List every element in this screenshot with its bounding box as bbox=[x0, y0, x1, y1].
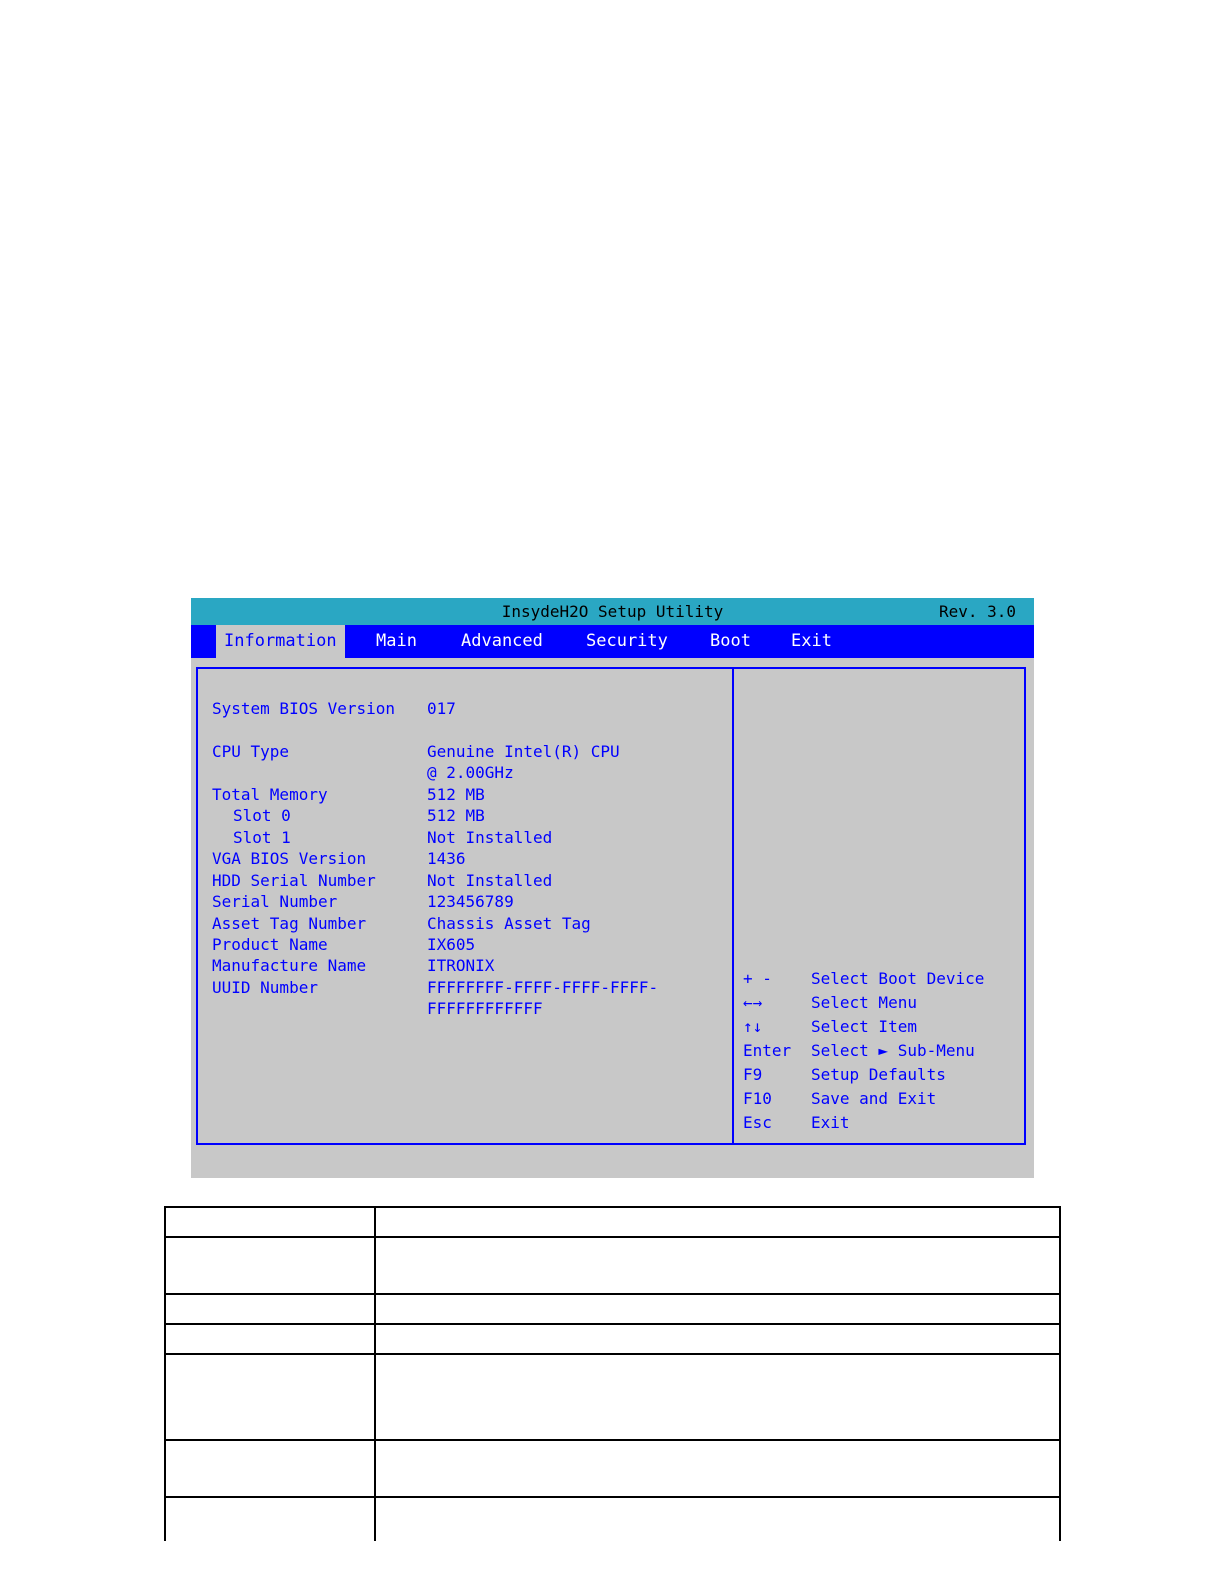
utility-title: InsydeH2O Setup Utility bbox=[501, 602, 724, 621]
revision-label: Rev. 3.0 bbox=[938, 602, 1016, 621]
info-value: Genuine Intel(R) CPU bbox=[427, 742, 620, 761]
info-label: Total Memory bbox=[212, 785, 328, 804]
info-value: IX605 bbox=[427, 935, 476, 954]
title-bar bbox=[191, 598, 1034, 625]
table-cell bbox=[165, 1497, 375, 1541]
tab-advanced[interactable]: Advanced bbox=[461, 631, 543, 651]
info-value: 1436 bbox=[427, 849, 466, 868]
table-cell bbox=[165, 1207, 375, 1237]
panel-divider bbox=[732, 669, 734, 1143]
table-row bbox=[165, 1324, 1060, 1354]
info-label: Product Name bbox=[212, 935, 328, 954]
info-value: Not Installed bbox=[427, 871, 553, 890]
info-value: 512 MB bbox=[427, 785, 485, 804]
key-name: F9 bbox=[743, 1065, 763, 1084]
table-cell bbox=[165, 1237, 375, 1294]
table-cell bbox=[375, 1294, 1060, 1324]
table-cell bbox=[375, 1497, 1060, 1541]
key-description: Select ► Sub-Menu bbox=[811, 1041, 975, 1060]
content-frame bbox=[196, 667, 1026, 1145]
table-row bbox=[165, 1237, 1060, 1294]
key-name: Enter bbox=[743, 1041, 792, 1060]
info-value: FFFFFFFF-FFFF-FFFF-FFFF- bbox=[427, 978, 659, 997]
info-label: Serial Number bbox=[212, 892, 338, 911]
info-label: System BIOS Version bbox=[212, 699, 396, 718]
info-label: Slot 1 bbox=[233, 828, 291, 847]
info-label: Asset Tag Number bbox=[212, 914, 367, 933]
tab-exit[interactable]: Exit bbox=[791, 631, 832, 651]
table-row bbox=[165, 1497, 1060, 1541]
key-name: Esc bbox=[743, 1113, 772, 1132]
info-value: Chassis Asset Tag bbox=[427, 914, 591, 933]
table-cell bbox=[375, 1354, 1060, 1440]
key-description: Exit bbox=[811, 1113, 850, 1132]
tab-boot[interactable]: Boot bbox=[710, 631, 751, 651]
bios-setup-screen bbox=[191, 598, 1034, 1178]
info-label: Slot 0 bbox=[233, 806, 291, 825]
info-value: 512 MB bbox=[427, 806, 485, 825]
info-label: VGA BIOS Version bbox=[212, 849, 367, 868]
description-table bbox=[164, 1206, 1061, 1541]
table-cell bbox=[165, 1324, 375, 1354]
info-label: UUID Number bbox=[212, 978, 318, 997]
key-name: ←→ bbox=[743, 993, 763, 1012]
table-cell bbox=[165, 1294, 375, 1324]
table-cell bbox=[165, 1440, 375, 1497]
table-cell bbox=[165, 1354, 375, 1440]
tab-main[interactable]: Main bbox=[376, 631, 417, 651]
table-row bbox=[165, 1440, 1060, 1497]
info-value: FFFFFFFFFFFF bbox=[427, 999, 543, 1018]
info-value: Not Installed bbox=[427, 828, 553, 847]
key-name: ↑↓ bbox=[743, 1017, 763, 1036]
key-description: Select Menu bbox=[811, 993, 917, 1012]
key-description: Select Item bbox=[811, 1017, 917, 1036]
key-description: Setup Defaults bbox=[811, 1065, 946, 1084]
info-value: ITRONIX bbox=[427, 956, 495, 975]
key-name: F10 bbox=[743, 1089, 772, 1108]
table-row bbox=[165, 1294, 1060, 1324]
tab-information[interactable]: Information bbox=[216, 625, 345, 658]
table-cell bbox=[375, 1324, 1060, 1354]
table-cell bbox=[375, 1440, 1060, 1497]
info-value: @ 2.00GHz bbox=[427, 763, 514, 782]
info-value: 017 bbox=[427, 699, 456, 718]
key-description: Select Boot Device bbox=[811, 969, 985, 988]
menu-bar bbox=[191, 625, 1034, 658]
tab-security[interactable]: Security bbox=[586, 631, 668, 651]
info-label: Manufacture Name bbox=[212, 956, 367, 975]
key-description: Save and Exit bbox=[811, 1089, 937, 1108]
info-label: HDD Serial Number bbox=[212, 871, 376, 890]
table-cell bbox=[375, 1207, 1060, 1237]
table-cell bbox=[375, 1237, 1060, 1294]
info-label: CPU Type bbox=[212, 742, 290, 761]
table-row bbox=[165, 1207, 1060, 1237]
key-name: + - bbox=[743, 969, 772, 988]
info-value: 123456789 bbox=[427, 892, 514, 911]
table-row bbox=[165, 1354, 1060, 1440]
